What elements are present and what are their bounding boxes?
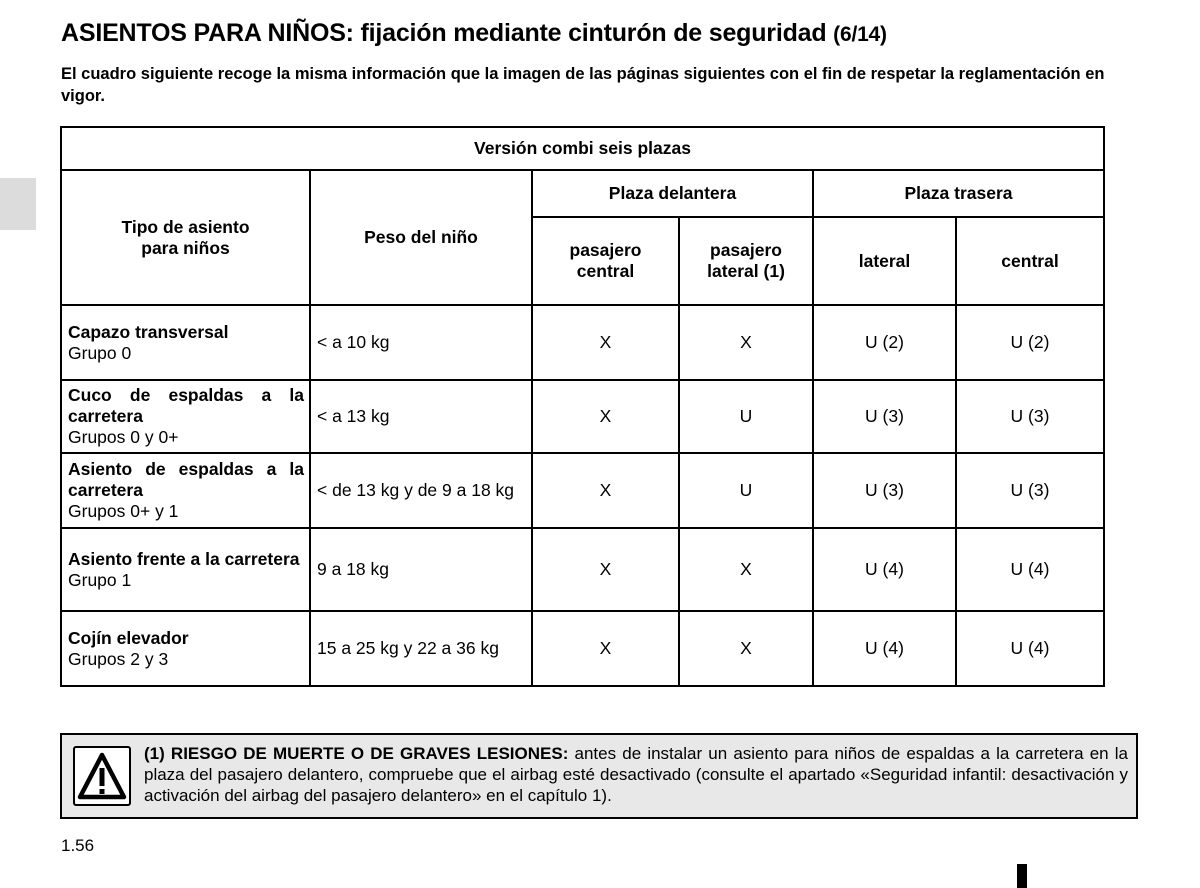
child-weight-cell: 15 a 25 kg y 22 a 36 kg xyxy=(310,611,532,686)
header-rear-seat: Plaza trasera xyxy=(813,170,1104,217)
seat-type-name: Asiento frente a la carretera xyxy=(68,548,300,569)
header-front-central: pasajero central xyxy=(532,217,679,305)
intro-paragraph: El cuadro siguiente recoge la misma información que la imagen de las páginas siguientes con el fin de respetar la reglamentación en vigor. xyxy=(61,65,1105,105)
front-lateral-cell: U xyxy=(679,453,813,528)
header-rear-lateral: lateral xyxy=(813,217,956,305)
seat-type-cell xyxy=(61,528,310,611)
seat-type-cell xyxy=(61,611,310,686)
table-caption: Versión combi seis plazas xyxy=(61,127,1104,170)
child-weight-cell: 9 a 18 kg xyxy=(310,528,532,611)
warning-body: antes de instalar un asiento para niños de espaldas a la carretera en la plaza del pasajero delantero, compruebe que el airbag esté desactivado (consulte el apartado «Seguridad infantil: desactivación y activación del airbag del pasajero delantero» en el capítulo 1). xyxy=(144,744,1128,805)
rear-central-cell: U (4) xyxy=(956,611,1104,686)
seat-type-group: Grupo 0 xyxy=(68,342,132,363)
seat-type-cell xyxy=(61,380,310,453)
title-page-ref: (6/14) xyxy=(833,23,887,46)
table-row xyxy=(61,611,1104,686)
seat-type-group: Grupos 0+ y 1 xyxy=(68,501,179,521)
header-seat-type: Tipo de asiento para niños xyxy=(61,170,310,305)
edge-mark xyxy=(1017,864,1027,888)
rear-central-cell: U (4) xyxy=(956,528,1104,611)
header-rear-central: central xyxy=(956,217,1104,305)
chapter-tab xyxy=(0,178,36,230)
rear-lateral-cell: U (3) xyxy=(813,380,956,453)
rear-lateral-cell: U (4) xyxy=(813,611,956,686)
front-central-cell: X xyxy=(532,611,679,686)
seat-type-cell xyxy=(61,453,310,528)
rear-central-cell: U (3) xyxy=(956,453,1104,528)
front-lateral-cell: X xyxy=(679,611,813,686)
table-row xyxy=(61,305,1104,380)
child-weight-cell: < a 13 kg xyxy=(310,380,532,453)
warning-triangle-icon xyxy=(73,746,131,806)
table-row xyxy=(61,453,1104,528)
header-front-lateral: pasajero lateral (1) xyxy=(679,217,813,305)
warning-text xyxy=(144,743,1128,806)
table-row xyxy=(61,528,1104,611)
child-seat-table xyxy=(60,126,1105,687)
seat-type-name: Asiento de espaldas a la carretera xyxy=(68,459,304,500)
rear-central-cell: U (3) xyxy=(956,380,1104,453)
front-central-cell: X xyxy=(532,380,679,453)
front-lateral-cell: X xyxy=(679,305,813,380)
warning-box xyxy=(60,733,1138,819)
seat-type-group: Grupos 0 y 0+ xyxy=(68,427,179,447)
front-central-cell: X xyxy=(532,305,679,380)
rear-lateral-cell: U (4) xyxy=(813,528,956,611)
seat-type-cell xyxy=(61,305,310,380)
table-row xyxy=(61,380,1104,453)
front-central-cell: X xyxy=(532,453,679,528)
seat-type-group: Grupo 1 xyxy=(68,569,132,590)
seat-type-name: Cuco de espaldas a la carretera xyxy=(68,385,304,426)
rear-lateral-cell: U (3) xyxy=(813,453,956,528)
warning-heading: (1) RIESGO DE MUERTE O DE GRAVES LESIONES: xyxy=(144,744,569,763)
front-central-cell: X xyxy=(532,528,679,611)
rear-central-cell: U (2) xyxy=(956,305,1104,380)
header-front-seat: Plaza delantera xyxy=(532,170,813,217)
front-lateral-cell: X xyxy=(679,528,813,611)
child-weight-cell: < de 13 kg y de 9 a 18 kg xyxy=(310,453,532,528)
seat-type-group: Grupos 2 y 3 xyxy=(68,648,169,669)
front-lateral-cell: U xyxy=(679,380,813,453)
header-child-weight: Peso del niño xyxy=(310,170,532,305)
page-title xyxy=(61,19,887,48)
title-main: ASIENTOS PARA NIÑOS: fijación mediante cinturón de seguridad xyxy=(61,19,827,47)
seat-type-name: Capazo transversal xyxy=(68,321,229,342)
rear-lateral-cell: U (2) xyxy=(813,305,956,380)
child-weight-cell: < a 10 kg xyxy=(310,305,532,380)
page-number: 1.56 xyxy=(61,836,95,855)
seat-type-name: Cojín elevador xyxy=(68,627,189,648)
